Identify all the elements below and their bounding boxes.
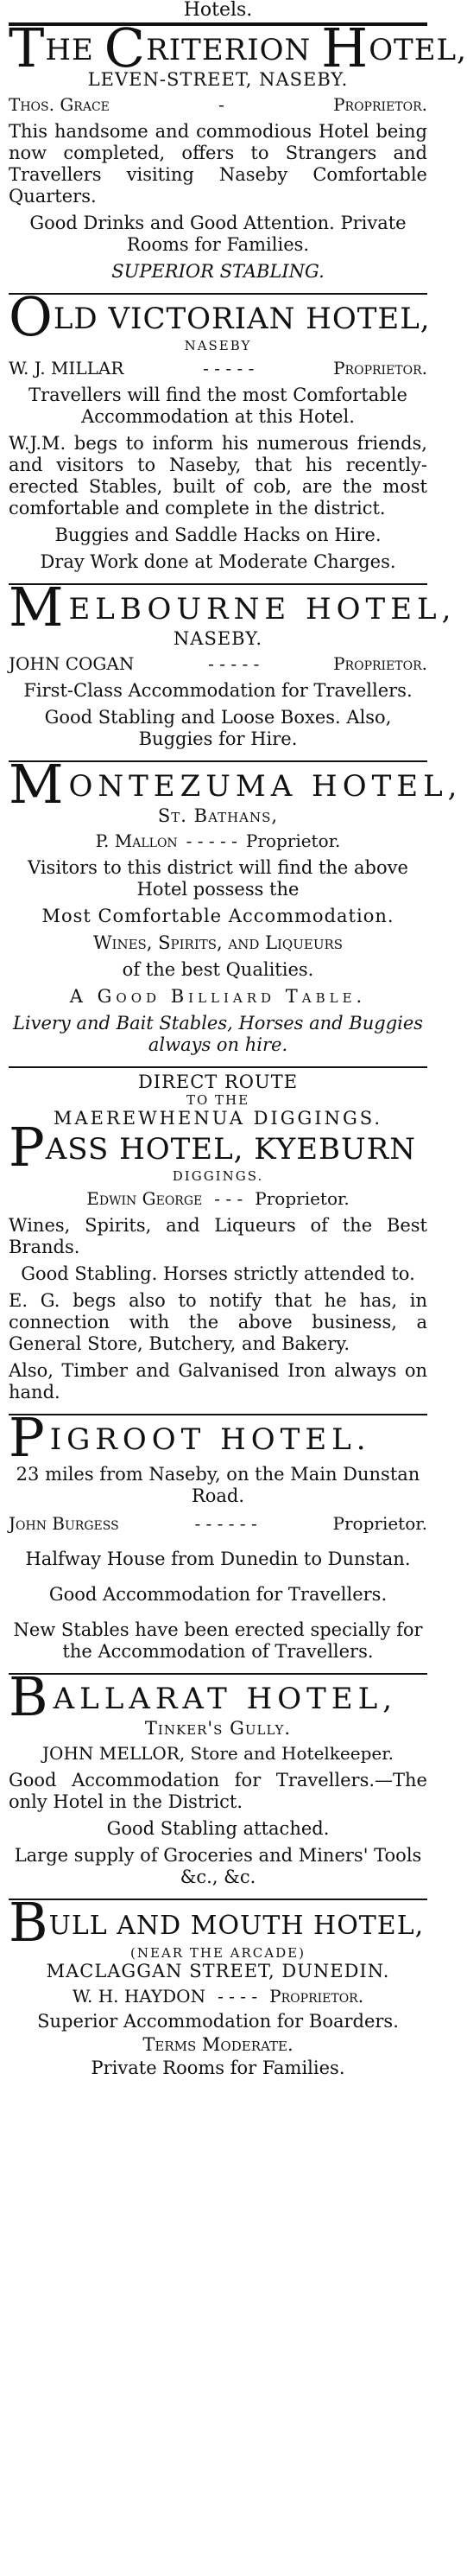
proprietor-name: Thos. Grace — [9, 94, 110, 115]
title-part: ASS HOTEL, KYEBURN — [45, 1132, 417, 1167]
proprietor-role: Proprietor. — [332, 1513, 427, 1534]
ad-old-victorian-hotel — [7, 285, 431, 583]
ad-melbourne-hotel — [7, 576, 457, 760]
ad-town: NASEBY. — [173, 628, 263, 649]
ad-line: Good Stabling attached. — [106, 1818, 330, 1839]
ad-line: Buggies and Saddle Hacks on Hire. — [54, 525, 382, 545]
title-part: ULL AND MOUTH HOTEL, — [48, 1911, 425, 1941]
ad-address: MACLAGGAN STREET, DUNEDIN. — [46, 1961, 390, 1981]
proprietor-line — [9, 1187, 427, 1210]
ad-line: Wines, Spirits, and Liqueurs — [92, 932, 344, 953]
section-header: Hotels. — [183, 0, 253, 21]
ad-line: Large supply of Groceries and Miners' Tools &c., &c. — [14, 1845, 422, 1887]
ad-line: Halfway House from Dunedin to Dunstan. — [25, 1549, 411, 1569]
ad-line: Good Stabling. Horses strictly attended to. — [21, 1263, 415, 1284]
ad-body: This handsome and commodious Hotel being now completed, offers to Strangers and Travellers visiting Naseby Comfortable Quarters. — [9, 121, 427, 207]
proprietor-role: Proprietor. — [269, 1986, 364, 2007]
title-part: HE — [45, 33, 94, 67]
proprietor-name: W. J. MILLAR — [9, 358, 124, 378]
ad-line: Visitors to this district will find the above Hotel possess the — [28, 857, 408, 900]
ad-line: Good Accommodation for Travellers. — [48, 1584, 388, 1605]
proprietor-line — [9, 652, 427, 675]
proprietor-line — [9, 1512, 427, 1535]
proprietor-name: JOHN COGAN — [9, 653, 135, 674]
dash: - - - - - — [186, 830, 237, 851]
proprietor-line — [9, 357, 427, 379]
proprietor-role: Proprietor. — [245, 830, 341, 851]
proprietor-line — [9, 1742, 427, 1765]
dash: - - - - - — [203, 358, 255, 378]
title-part: ONTEZUMA HOTEL, — [68, 769, 463, 804]
ad-title — [9, 1406, 427, 1469]
ad-pass-hotel — [7, 1068, 429, 1414]
ad-line: Superior Accommodation for Boarders. — [37, 2011, 399, 2032]
ad-subtitle: DIGGINGS. — [172, 1168, 264, 1184]
dash: - - - — [214, 1188, 243, 1209]
drop-letter: P — [9, 1406, 50, 1469]
ad-body: E. G. begs also to notify that he has, in connection with the above business, a General Store, Butchery, and Bakery. — [9, 1290, 427, 1354]
proprietor-name: John Burgess — [9, 1513, 119, 1534]
ad-body: Also, Timber and Galvanised Iron always on hand. — [9, 1360, 427, 1402]
ad-subtitle: Tinker's Gully. — [144, 1718, 292, 1739]
proprietor-role: Proprietor. — [333, 653, 427, 674]
ad-title — [9, 1665, 427, 1728]
ad-line: Dray Work done at Moderate Charges. — [40, 551, 396, 572]
drop-letter: H — [321, 16, 369, 80]
dash: - - - - — [218, 1986, 258, 2007]
dash: - - - - - — [208, 653, 260, 674]
proprietor-role: Proprietor. — [255, 1188, 350, 1209]
ad-line: A Good Billiard Table. — [69, 986, 367, 1007]
ad-line: Private Rooms for Families. — [91, 2058, 345, 2078]
drop-letter: P — [9, 1116, 46, 1179]
drop-letter: C — [104, 16, 147, 80]
dash: - — [218, 94, 224, 115]
title-part: RITERION — [146, 33, 312, 67]
dash: - - - - - - — [194, 1513, 257, 1534]
ad-subtitle: 23 miles from Naseby, on the Main Dunstan Road. — [16, 1464, 420, 1506]
proprietor-name: JOHN MELLOR, Store and Hotelkeeper. — [42, 1743, 394, 1764]
ad-line: First-Class Accommodation for Travellers. — [23, 680, 413, 701]
ad-ballarat-hotel — [7, 1665, 429, 1899]
title-part: LD VICTORIAN HOTEL, — [53, 302, 431, 336]
ad-line: Livery and Bait Stables, Horses and Buggies always on hire. — [12, 1013, 424, 1055]
proprietor-role: Proprietor. — [333, 358, 427, 378]
ad-preline: DIRECT ROUTE — [137, 1072, 299, 1092]
ad-body: Good Accommodation for Travellers.—The only Hotel in the District. — [9, 1770, 427, 1812]
ad-line: New Stables have been erected specially for the Accommodation of Travellers. — [13, 1619, 423, 1662]
proprietor-line — [9, 830, 427, 852]
ad-line: Good Drinks and Good Attention. Private Rooms for Families. — [29, 213, 407, 255]
proprietor-role: Proprietor. — [333, 94, 427, 115]
ad-line: Good Stabling and Loose Boxes. Also, Buggies for Hire. — [44, 707, 392, 749]
drop-letter: B — [9, 1665, 54, 1728]
ad-address: LEVEN-STREET, NASEBY. — [87, 69, 349, 90]
ad-town: St. Bathans, — [157, 805, 279, 826]
drop-letter: T — [9, 16, 46, 80]
ad-pigroot-hotel — [7, 1406, 429, 1673]
proprietor-name: Edwin George — [86, 1188, 203, 1209]
ad-line: Terms Moderate. — [142, 2034, 293, 2055]
ad-line: of the best Qualities. — [122, 959, 314, 980]
drop-letter: M — [9, 753, 69, 816]
proprietor-name: W. H. HAYDON — [72, 1986, 206, 2007]
ad-line: Travellers will find the most Comfortable Accommodation at this Hotel. — [28, 385, 407, 427]
ad-bull-and-mouth-hotel — [7, 1891, 429, 2086]
drop-letter: O — [9, 285, 54, 348]
ad-body: W.J.M. begs to inform his numerous friends, and visitors to Naseby, that his recently-erected Stables, built of cob, are the most comfortable and complete in the district. — [9, 433, 427, 518]
ad-body: Wines, Spirits, and Liqueurs of the Best Brands. — [9, 1215, 427, 1257]
ad-line: SUPERIOR STABLING. — [111, 261, 325, 282]
proprietor-line — [9, 1985, 427, 2007]
title-part: OTEL, — [369, 33, 467, 67]
ad-subtitle: (NEAR THE ARCADE) — [130, 1945, 306, 1961]
drop-letter: M — [9, 576, 69, 639]
proprietor-name: P. Mallon — [95, 830, 178, 851]
title-part: IGROOT HOTEL. — [49, 1422, 371, 1457]
ad-montezuma-hotel — [7, 753, 463, 1066]
title-part: ELBOURNE HOTEL, — [68, 592, 457, 627]
ad-town: NASEBY — [184, 338, 252, 353]
drop-letter: B — [9, 1891, 49, 1954]
ad-criterion-hotel — [7, 16, 467, 293]
title-part: ALLARAT HOTEL, — [53, 1682, 398, 1716]
ad-preline: TO THE — [186, 1092, 250, 1108]
proprietor-line — [9, 93, 427, 116]
ad-preline: MAEREWHENUA DIGGINGS. — [53, 1108, 383, 1129]
ad-line: Most Comfortable Accommodation. — [41, 906, 394, 926]
